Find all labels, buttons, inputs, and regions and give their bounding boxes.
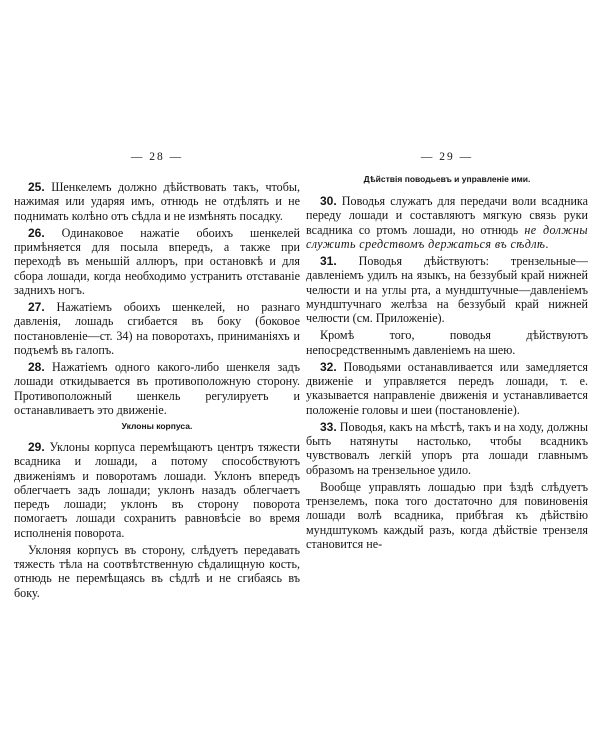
paragraph-number: 28.: [28, 360, 45, 374]
page-number: — 28 —: [130, 151, 184, 163]
paragraph-text: Кромѣ того, поводья дѣйствуютъ непосредственнымъ давленіемъ на шею.: [306, 328, 588, 357]
section-heading: Уклоны корпуса.: [121, 421, 193, 431]
right-page: [306, 150, 588, 554]
paragraph-number: 25.: [28, 180, 45, 194]
paragraph-number: 26.: [28, 225, 45, 240]
paragraph-25: [14, 180, 300, 223]
paragraph-text: Нажатіемъ обоихъ шенкелей, но разнаго давленія, лошадь сгибается въ боку (боковое постановленіе—ст. 34) на поворотахъ, приниманіяхъ и подъемѣ въ галопъ.: [14, 300, 300, 357]
paragraph-text: Шенкелемъ должно дѣйствовать такъ, чтобы, нажимая или ударяя имъ, отнюдь не отдѣлять и не поднимать колѣно отъ сѣдла и не измѣнять посадку.: [14, 180, 300, 223]
paragraph-number: 30.: [320, 194, 337, 208]
paragraph-28: [14, 360, 300, 417]
paragraph-29: [14, 440, 300, 540]
paragraph-number: 27.: [28, 300, 45, 314]
paragraph-31: [306, 254, 588, 325]
paragraph-33: [306, 420, 588, 477]
paragraph-text: Нажатіемъ одного какого-либо шенкеля задъ лошади откидывается въ противоположную сторону. Противоположный шенкель регулируетъ и останавливаетъ это движеніе.: [14, 360, 300, 417]
paragraph-tail: .: [545, 236, 549, 251]
paragraph-text: Поводьями останавливается или замедляется движеніе и управляется передъ лошади, т. е. указывается направленіе движенія и устанавливается положеніе головы и шеи (постановленіе).: [306, 359, 588, 417]
left-page: [14, 150, 300, 603]
paragraph-continuation: [306, 328, 588, 357]
page-number: — 29 —: [420, 151, 474, 163]
emphasized-text: не должны служить средствомъ держаться въ сѣдлѣ: [306, 222, 588, 251]
paragraph-text: Уклоняя корпусъ въ сторону, слѣдуетъ передавать тяжесть тѣла на соотвѣтственную сѣдалищную кость, отнюдь не перемѣщаясь въ сѣдлѣ и не сгибаясь въ боку.: [14, 542, 300, 600]
paragraph-32: [306, 360, 588, 417]
paragraph-26: [14, 226, 300, 297]
paragraph-text: Уклоны корпуса перемѣщаютъ центръ тяжести всадника и лошади, а потому способствуютъ движеніямъ и поворотамъ лошади. Уклонъ впередъ облегчаетъ задъ лошади; уклонъ назадъ облегчаетъ передъ лошади; уклонъ въ сторону поворота помогаетъ лошади сохранить равновѣсіе во время исполненія поворота.: [14, 440, 300, 540]
paragraph-text: Вообще управлять лошадью при ѣздѣ слѣдуетъ трензелемъ, пока того достаточно для повиновенія лошади волѣ всадника, прибѣгая къ дѣйствію мундштукомъ каждый разъ, когда дѣйствіе трензеля становится не-: [306, 479, 588, 551]
paragraph-text: Поводья, какъ на мѣстѣ, такъ и на ходу, должны быть натянуты настолько, чтобы всадникъ чувствовалъ легкій упоръ рта лошади главнымъ образомъ на трензельное удило.: [306, 419, 588, 477]
section-heading: Дѣйствія поводьевъ и управленіе ими.: [363, 174, 531, 184]
paragraph-text: Поводья дѣйствуютъ: трензельные—давленіемъ удилъ на языкъ, на беззубый край нижней челюсти и на углы рта, а мундштучные—давленіемъ мундштучнаго желѣза на беззубый край нижней челюсти (см. Приложеніе).: [306, 254, 588, 325]
paragraph-number: 31.: [320, 254, 337, 268]
paragraph-continuation: [306, 480, 588, 551]
paragraph-30: [306, 194, 588, 251]
paragraph-number: 32.: [320, 359, 337, 374]
paragraph-text: Поводья служатъ для передачи воли всадника переду лошади и составляютъ мягкую связь руки всадника со ртомъ лошади, но отнюдь: [306, 194, 588, 237]
paragraph-27: [14, 300, 300, 357]
paragraph-number: 29.: [28, 440, 45, 454]
paragraph-number: 33.: [320, 419, 337, 434]
paragraph-continuation: [14, 543, 300, 600]
paragraph-text: Одинаковое нажатіе обоихъ шенкелей примѣняется для посыла впередъ, а также при переходѣ въ меньшій аллюръ, при остановкѣ и для сбора лошади, когда необходимо устранить отставаніе заднихъ ногъ.: [14, 225, 300, 297]
